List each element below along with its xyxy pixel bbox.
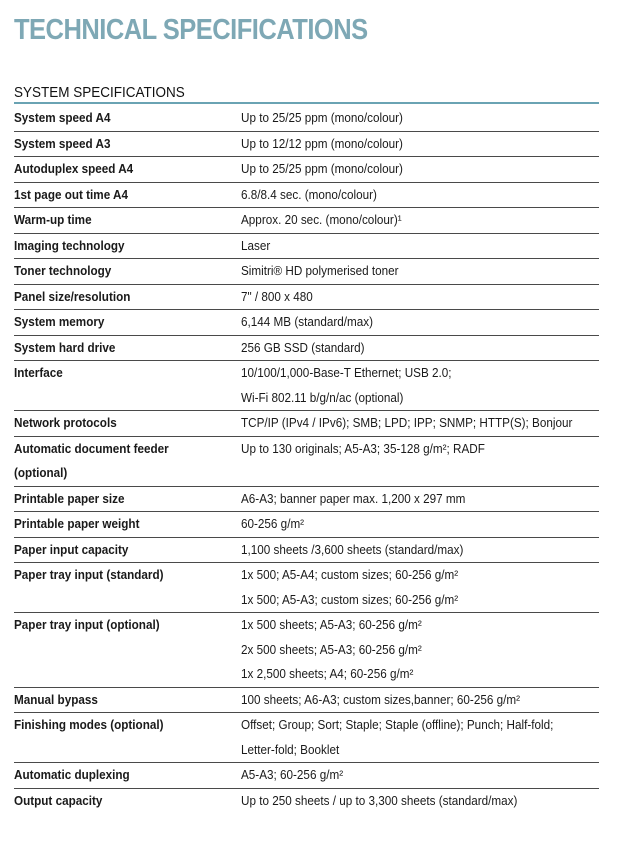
spec-row — [14, 563, 599, 613]
spec-label: Automatic document feeder — [14, 440, 169, 456]
spec-label: Paper input capacity — [14, 541, 129, 557]
spec-value: 1x 500; A5-A3; custom sizes; 60-256 g/m² — [241, 591, 459, 607]
spec-value-cell — [241, 233, 599, 259]
spec-value: Wi-Fi 802.11 b/g/n/ac (optional) — [241, 389, 404, 405]
spec-value: A5-A3; 60-256 g/m² — [241, 767, 344, 782]
spec-value-cell — [241, 131, 599, 157]
spec-row — [14, 335, 599, 361]
spec-label-cell — [14, 411, 241, 437]
spec-label: Imaging technology — [14, 237, 125, 253]
spec-value: 1x 500; A5-A4; custom sizes; 60-256 g/m² — [241, 567, 459, 582]
spec-value: 6.8/8.4 sec. (mono/colour) — [241, 186, 377, 202]
spec-value-cell — [241, 157, 599, 183]
spec-label-cell — [14, 486, 241, 512]
spec-row — [14, 687, 599, 713]
spec-value-cell — [241, 788, 599, 813]
spec-row — [14, 512, 599, 538]
spec-value-cell — [241, 563, 599, 613]
spec-value: TCP/IP (IPv4 / IPv6); SMB; LPD; IPP; SNMP; HTTP(S); Bonjour — [241, 415, 573, 430]
spec-value-cell — [241, 335, 599, 361]
spec-row — [14, 131, 599, 157]
spec-label: System speed A4 — [14, 110, 111, 125]
spec-value: 6,144 MB (standard/max) — [241, 314, 374, 329]
spec-label-cell — [14, 157, 241, 183]
spec-label: 1st page out time A4 — [14, 186, 128, 202]
spec-value: Laser — [241, 237, 271, 253]
spec-value: 2x 500 sheets; A5-A3; 60-256 g/m² — [241, 641, 422, 657]
spec-row — [14, 788, 599, 813]
spec-table — [14, 106, 599, 813]
spec-value-cell — [241, 411, 599, 437]
spec-value: Offset; Group; Sort; Staple; Staple (offline); Punch; Half-fold; — [241, 717, 554, 732]
spec-row — [14, 713, 599, 763]
spec-label-cell — [14, 763, 241, 789]
spec-label: Panel size/resolution — [14, 288, 131, 304]
spec-value: 1x 2,500 sheets; A4; 60-256 g/m² — [241, 666, 414, 681]
spec-table-body — [14, 106, 599, 813]
spec-value: Simitri® HD polymerised toner — [241, 263, 399, 278]
spec-label: Warm-up time — [14, 212, 92, 227]
spec-value: 7" / 800 x 480 — [241, 288, 313, 304]
spec-row — [14, 537, 599, 563]
spec-row — [14, 106, 599, 131]
spec-row — [14, 436, 599, 486]
spec-row — [14, 208, 599, 234]
spec-label-cell — [14, 613, 241, 688]
spec-value: Up to 12/12 ppm (mono/colour) — [241, 135, 403, 151]
spec-row — [14, 361, 599, 411]
spec-value: A6-A3; banner paper max. 1,200 x 297 mm — [241, 490, 466, 506]
spec-value-cell — [241, 310, 599, 336]
spec-label-cell — [14, 259, 241, 285]
spec-label: Printable paper size — [14, 490, 125, 506]
spec-row — [14, 259, 599, 285]
spec-label: Printable paper weight — [14, 516, 140, 531]
spec-value: Up to 25/25 ppm (mono/colour) — [241, 110, 403, 125]
spec-label: Interface — [14, 365, 63, 380]
spec-row — [14, 411, 599, 437]
spec-label: Paper tray input (standard) — [14, 567, 164, 582]
spec-value-cell — [241, 208, 599, 234]
spec-value: 10/100/1,000-Base-T Ethernet; USB 2.0; — [241, 365, 452, 380]
spec-label: Paper tray input (optional) — [14, 617, 160, 632]
spec-row — [14, 233, 599, 259]
spec-value: 60-256 g/m² — [241, 516, 305, 531]
spec-label: Autoduplex speed A4 — [14, 161, 134, 176]
spec-value-cell — [241, 182, 599, 208]
spec-label: Finishing modes (optional) — [14, 717, 164, 732]
section-title — [14, 84, 599, 104]
spec-label: (optional) — [14, 465, 68, 480]
spec-row — [14, 284, 599, 310]
spec-label: Toner technology — [14, 263, 112, 278]
spec-label-cell — [14, 687, 241, 713]
spec-value-cell — [241, 259, 599, 285]
spec-row — [14, 613, 599, 688]
spec-value-cell — [241, 436, 599, 486]
spec-label-cell — [14, 788, 241, 813]
spec-value-cell — [241, 687, 599, 713]
spec-label: System memory — [14, 314, 105, 329]
spec-label-cell — [14, 310, 241, 336]
spec-value-cell — [241, 763, 599, 789]
section-title-text: SYSTEM SPECIFICATIONS — [14, 84, 185, 101]
spec-value-cell — [241, 284, 599, 310]
spec-label-cell — [14, 436, 241, 486]
spec-value-cell — [241, 361, 599, 411]
spec-label: System speed A3 — [14, 135, 111, 151]
spec-row — [14, 763, 599, 789]
spec-label: Network protocols — [14, 415, 117, 430]
spec-value-cell — [241, 537, 599, 563]
spec-row — [14, 310, 599, 336]
spec-value-cell — [241, 713, 599, 763]
spec-value: Letter-fold; Booklet — [241, 741, 340, 757]
spec-value: 256 GB SSD (standard) — [241, 339, 365, 355]
spec-label-cell — [14, 361, 241, 411]
spec-value: 1,100 sheets /3,600 sheets (standard/max) — [241, 541, 464, 557]
spec-label-cell — [14, 713, 241, 763]
spec-label-cell — [14, 284, 241, 310]
spec-label-cell — [14, 537, 241, 563]
spec-value: Up to 25/25 ppm (mono/colour) — [241, 161, 403, 176]
page-title: TECHNICAL SPECIFICATIONS — [14, 14, 368, 46]
spec-row — [14, 157, 599, 183]
spec-value-cell — [241, 486, 599, 512]
spec-value: Up to 250 sheets / up to 3,300 sheets (standard/max) — [241, 792, 518, 808]
spec-label: Automatic duplexing — [14, 767, 130, 782]
spec-label-cell — [14, 335, 241, 361]
spec-value-cell — [241, 512, 599, 538]
spec-row — [14, 182, 599, 208]
spec-label-cell — [14, 182, 241, 208]
spec-label: Manual bypass — [14, 691, 98, 707]
spec-label-cell — [14, 131, 241, 157]
spec-value: 100 sheets; A6-A3; custom sizes,banner; 60-256 g/m² — [241, 691, 521, 707]
spec-label-cell — [14, 563, 241, 613]
spec-label-cell — [14, 208, 241, 234]
spec-value-cell — [241, 106, 599, 131]
spec-value: Up to 130 originals; A5-A3; 35-128 g/m²; RADF — [241, 440, 485, 456]
spec-label: Output capacity — [14, 792, 103, 808]
spec-label: System hard drive — [14, 339, 116, 355]
spec-value: Approx. 20 sec. (mono/colour)¹ — [241, 212, 402, 227]
spec-label-cell — [14, 233, 241, 259]
spec-label-cell — [14, 512, 241, 538]
spec-label-cell — [14, 106, 241, 131]
spec-value: 1x 500 sheets; A5-A3; 60-256 g/m² — [241, 617, 422, 632]
spec-row — [14, 486, 599, 512]
spec-value-cell — [241, 613, 599, 688]
